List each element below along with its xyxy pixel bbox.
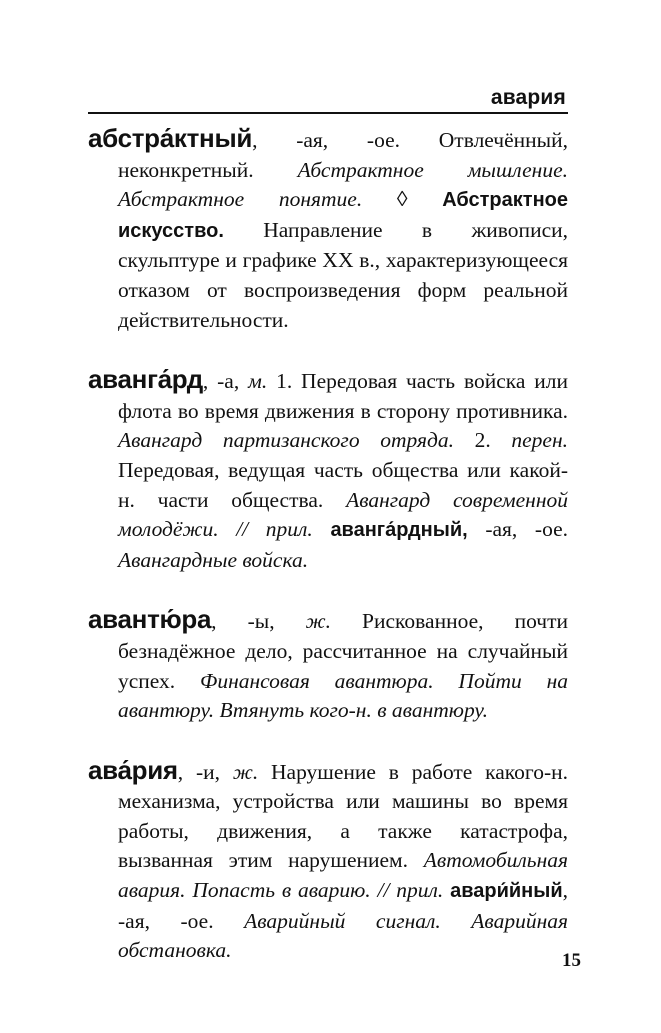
headword: аванга́рд xyxy=(88,364,203,395)
gender-label: ж. xyxy=(305,609,331,634)
headword: ава́рия xyxy=(88,754,178,785)
grammar-text: , -и, xyxy=(177,759,233,784)
grammar-text: -ая, -ое. xyxy=(467,517,569,542)
gender-label: ж. xyxy=(232,759,259,784)
running-head-word: авария xyxy=(490,86,566,109)
grammar-text: , -ая, -ое. xyxy=(118,878,569,933)
entry-avangard xyxy=(88,365,568,575)
gender-label: м. xyxy=(248,369,268,394)
running-header xyxy=(88,86,568,114)
headword: авантю́ра xyxy=(88,604,212,635)
grammar-text: , -а, xyxy=(202,369,249,394)
entry-abstraktny xyxy=(88,124,568,335)
sense-number: 2. xyxy=(453,428,512,453)
definition-text: Рискованное, почти безнадёжное дело, рассчитанное на случайный успех. xyxy=(118,609,568,693)
usage-example: Абстрактное мышление. Абстрактное понятие. xyxy=(118,157,568,212)
definition-text: 1. Передовая часть войска или флота во время движения в сторону противника. xyxy=(118,369,569,423)
derived-word: авари́йный xyxy=(450,880,563,903)
usage-label: перен. xyxy=(511,428,568,453)
entry-avantyura xyxy=(88,605,568,725)
entries-list xyxy=(88,124,568,996)
definition-text: Передовая, ведущая часть общества или какой-н. части общества. xyxy=(118,457,568,512)
headword: абстра́ктный xyxy=(88,123,253,153)
usage-example: Авангард партизанского отряда. xyxy=(118,428,454,453)
usage-example: Авангардные войска. xyxy=(118,547,309,572)
definition-text: Нарушение в работе какого-н. механизма, устройства или машины во время работы, движения, а также катастрофа, вызванная этим нарушением. xyxy=(118,759,568,873)
spacer-text xyxy=(313,517,331,541)
idiom-marker: ◊ xyxy=(362,187,443,212)
usage-example: Финансовая авантюра. Пойти на авантюру. Втянуть кого-н. в авантюру. xyxy=(118,668,568,723)
grammar-text: , -ы, xyxy=(211,609,306,634)
usage-example: Авангард современной молодёжи. // прил. xyxy=(118,487,568,542)
usage-example: Автомобильная авария. Попасть в аварию. // прил. xyxy=(118,848,568,903)
entry-avariya xyxy=(88,756,568,966)
idiom-phrase: Абстрактное искусство. xyxy=(118,189,568,242)
usage-example: Аварийный сигнал. Аварийная обстановка. xyxy=(118,908,568,963)
definition-text: Направление в живописи, скульптуре и графике XX в., характеризующееся отказом от воспроизведения форм реальной действительности. xyxy=(118,217,568,332)
page-number: 15 xyxy=(562,950,581,971)
derived-word: аванга́рдный, xyxy=(330,519,468,542)
grammar-text: , -ая, -ое. Отвлечённый, неконкретный. xyxy=(118,128,568,182)
